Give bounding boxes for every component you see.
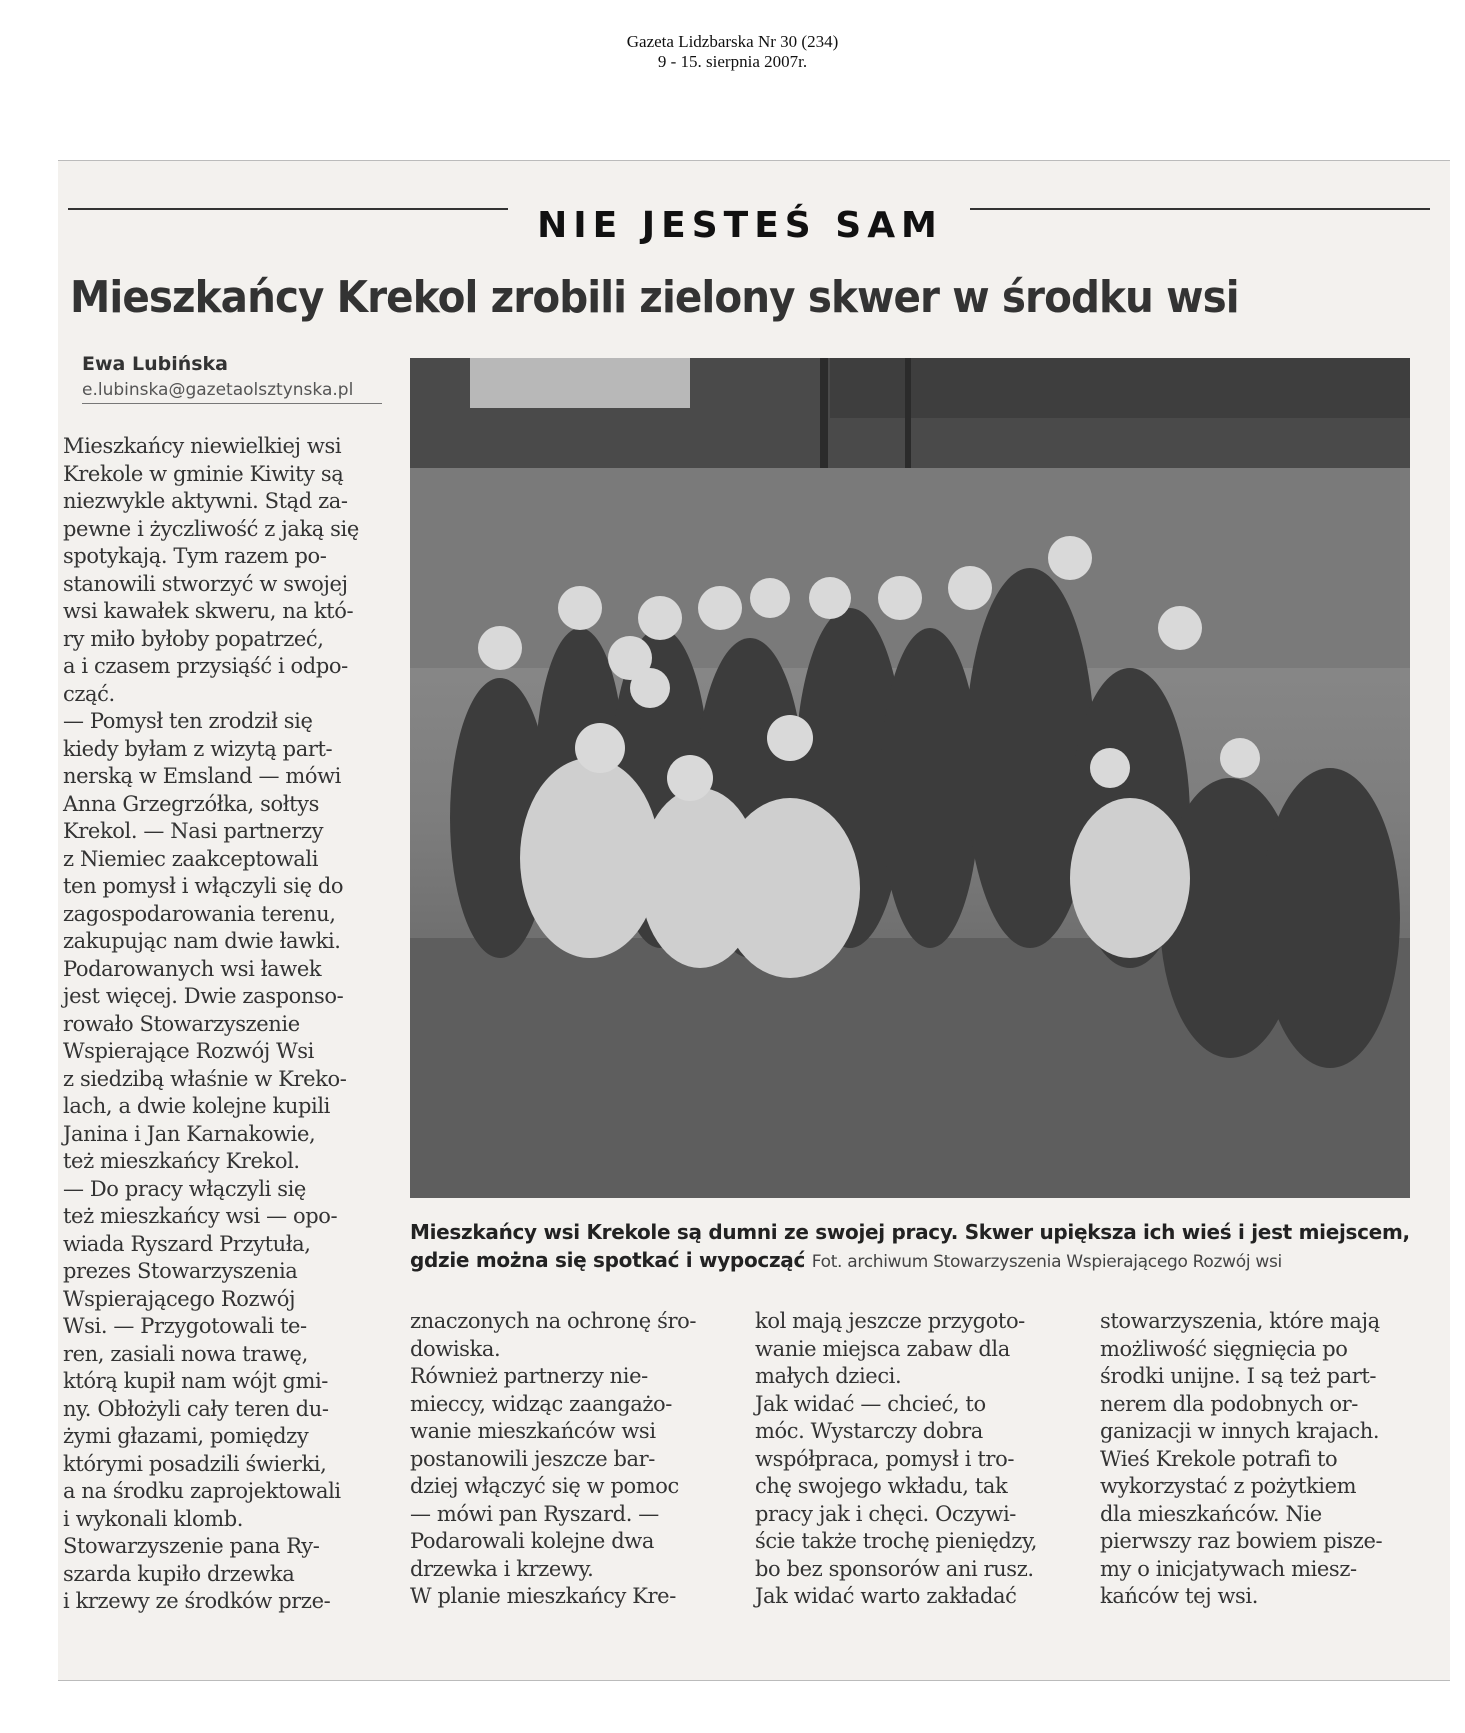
text-line: dowiska.: [410, 1336, 501, 1361]
text-line: a i czasem przysiąść i odpo-: [63, 654, 348, 678]
clipping-bottom-edge: [58, 1680, 1450, 1681]
text-line: — mówi pan Ryszard. —: [410, 1501, 659, 1526]
section-title: NIE JESTEŚ SAM: [537, 205, 943, 246]
text-line: wanie mieszkańców wsi: [410, 1419, 656, 1443]
clipping-top-edge: [58, 160, 1450, 161]
text-line: z siedzibą właśnie w Kreko-: [63, 1066, 347, 1091]
text-line: Podarowali kolejne dwa: [410, 1529, 654, 1553]
text-line: mieccy, widząc zaangażo-: [410, 1391, 672, 1416]
text-line: Wsi. — Przygotowali te-: [63, 1314, 307, 1338]
text-line: dziej włączyć się w pomoc: [410, 1474, 679, 1498]
text-line: i krzewy ze środków prze-: [63, 1589, 331, 1613]
text-line: Anna Grzegrzółka, sołtys: [63, 791, 320, 816]
text-line: pierwszy raz bowiem pisze-: [1100, 1529, 1383, 1553]
text-line: bo bez sponsorów ani rusz.: [755, 1556, 1034, 1581]
text-line: wanie miejsca zabaw dla: [755, 1336, 1010, 1361]
text-line: W planie mieszkańcy Kre-: [410, 1584, 676, 1608]
text-line: drzewka i krzewy.: [410, 1556, 594, 1581]
text-line: — Do pracy włączyli się: [63, 1176, 306, 1201]
text-line: kańców tej wsi.: [1100, 1584, 1259, 1608]
text-line: Mieszkańcy niewielkiej wsi: [63, 434, 342, 458]
author-email[interactable]: e.lubinska@gazetaolsztynska.pl: [82, 380, 382, 404]
group-photo: [410, 358, 1410, 1198]
text-line: też mieszkańcy wsi — opo-: [63, 1204, 338, 1228]
text-line: Podarowanych wsi ławek: [63, 956, 322, 981]
text-line: Jak widać — chcieć, to: [755, 1391, 986, 1416]
text-line: nerem dla podobnych or-: [1100, 1391, 1358, 1416]
text-line: pracy jak i chęci. Oczywi-: [755, 1501, 1016, 1526]
text-line: z Niemiec zaakceptowali: [63, 846, 319, 871]
text-line: i wykonali klomb.: [63, 1506, 244, 1531]
text-line: też mieszkańcy Krekol.: [63, 1149, 300, 1173]
text-line: ście także trochę pieniędzy,: [755, 1529, 1038, 1553]
text-line: którą kupił nam wójt gmi-: [63, 1369, 328, 1393]
text-line: Wspierającego Rozwój: [63, 1286, 296, 1311]
text-line: nerską w Emsland — mówi: [63, 764, 341, 788]
caption-text: Mieszkańcy wsi Krekole są dumni ze swojej pracy. Skwer upiększa ich wieś i jest miejscem, gdzie można się spotkać i wypocząć: [410, 1220, 1410, 1272]
text-line: zakupując nam dwie ławki.: [63, 929, 341, 953]
publication-date: 9 - 15. sierpnia 2007r.: [657, 52, 808, 71]
text-line: żymi głazami, pomiędzy: [63, 1424, 309, 1448]
text-line: Wieś Krekole potrafi to: [1100, 1446, 1338, 1471]
text-line: wsi kawałek skweru, na któ-: [63, 599, 354, 623]
text-line: Jak widać warto zakładać: [755, 1584, 1017, 1608]
text-line: lach, a dwie kolejne kupili: [63, 1094, 330, 1118]
text-line: a na środku zaprojektowali: [63, 1479, 341, 1503]
text-line: jest więcej. Dwie zasponso-: [63, 984, 344, 1008]
text-line: spotykają. Tym razem po-: [63, 544, 327, 568]
text-line: możliwość sięgnięcia po: [1100, 1336, 1348, 1361]
text-line: zagospodarowania terenu,: [63, 901, 336, 926]
text-line: Janina i Jan Karnakowie,: [63, 1121, 316, 1146]
text-line: kol mają jeszcze przygoto-: [755, 1309, 1025, 1333]
text-line: prezes Stowarzyszenia: [63, 1259, 298, 1283]
text-line: Krekol. — Nasi partnerzy: [63, 819, 324, 843]
text-line: — Pomysł ten zrodził się: [63, 709, 313, 733]
text-line: Stowarzyszenie pana Ry-: [63, 1534, 320, 1558]
section-rule-left: [68, 208, 508, 210]
text-line: cząć.: [63, 681, 115, 706]
text-line: wiada Ryszard Przytuła,: [63, 1231, 311, 1256]
text-line: którymi posadzili świerki,: [63, 1451, 327, 1476]
text-line: Wspierające Rozwój Wsi: [63, 1039, 315, 1063]
text-line: my o inicjatywach miesz-: [1100, 1556, 1357, 1581]
text-column-3: [755, 1308, 1075, 1611]
text-line: małych dzieci.: [755, 1364, 902, 1388]
text-line: postanowili jeszcze bar-: [410, 1446, 655, 1471]
text-line: ren, zasiali nowa trawę,: [63, 1341, 308, 1366]
publication-name: Gazeta Lidzbarska Nr 30 (234): [626, 32, 839, 51]
text-line: kiedy byłam z wizytą part-: [63, 736, 333, 761]
text-line: szarda kupiło drzewka: [63, 1561, 295, 1586]
section-rule-right: [970, 208, 1430, 210]
publication-header: [0, 32, 1465, 72]
text-line: Krekole w gminie Kiwity są: [63, 461, 344, 486]
text-column-2: [410, 1308, 730, 1611]
text-line: móc. Wystarczy dobra: [755, 1419, 983, 1443]
text-line: ganizacji w innych krajach.: [1100, 1419, 1380, 1443]
group-photo-illustration: [410, 358, 1410, 1198]
text-line: ny. Obłożyli cały teren du-: [63, 1396, 329, 1421]
text-line: pewne i życzliwość z jaką się: [63, 516, 359, 541]
text-column-4: [1100, 1308, 1430, 1611]
text-line: ten pomysł i włączyli się do: [63, 874, 344, 898]
text-line: dla mieszkańców. Nie: [1100, 1501, 1322, 1526]
text-line: niezwykle aktywni. Stąd za-: [63, 489, 348, 513]
text-line: ry miło byłoby popatrzeć,: [63, 626, 324, 651]
text-line: chę swojego wkładu, tak: [755, 1474, 1008, 1498]
photo-credit: Fot. archiwum Stowarzyszenia Wspierającego Rozwój wsi: [811, 1252, 1282, 1272]
text-line: Również partnerzy nie-: [410, 1364, 648, 1388]
text-line: znaczonych na ochronę śro-: [410, 1309, 697, 1333]
text-line: stowarzyszenia, które mają: [1100, 1309, 1380, 1333]
text-line: współpraca, pomysł i tro-: [755, 1446, 1015, 1471]
photo-caption: [410, 1218, 1410, 1276]
text-line: środki unijne. I są też part-: [1100, 1364, 1377, 1388]
article-headline: Mieszkańcy Krekol zrobili zielony skwer w środku wsi: [70, 272, 1239, 323]
text-line: wykorzystać z pożytkiem: [1100, 1474, 1357, 1498]
text-line: stanowili stworzyć w swojej: [63, 571, 348, 596]
article-author: Ewa Lubińska: [82, 353, 229, 375]
text-column-1: [63, 433, 383, 1616]
text-line: rowało Stowarzyszenie: [63, 1011, 300, 1036]
